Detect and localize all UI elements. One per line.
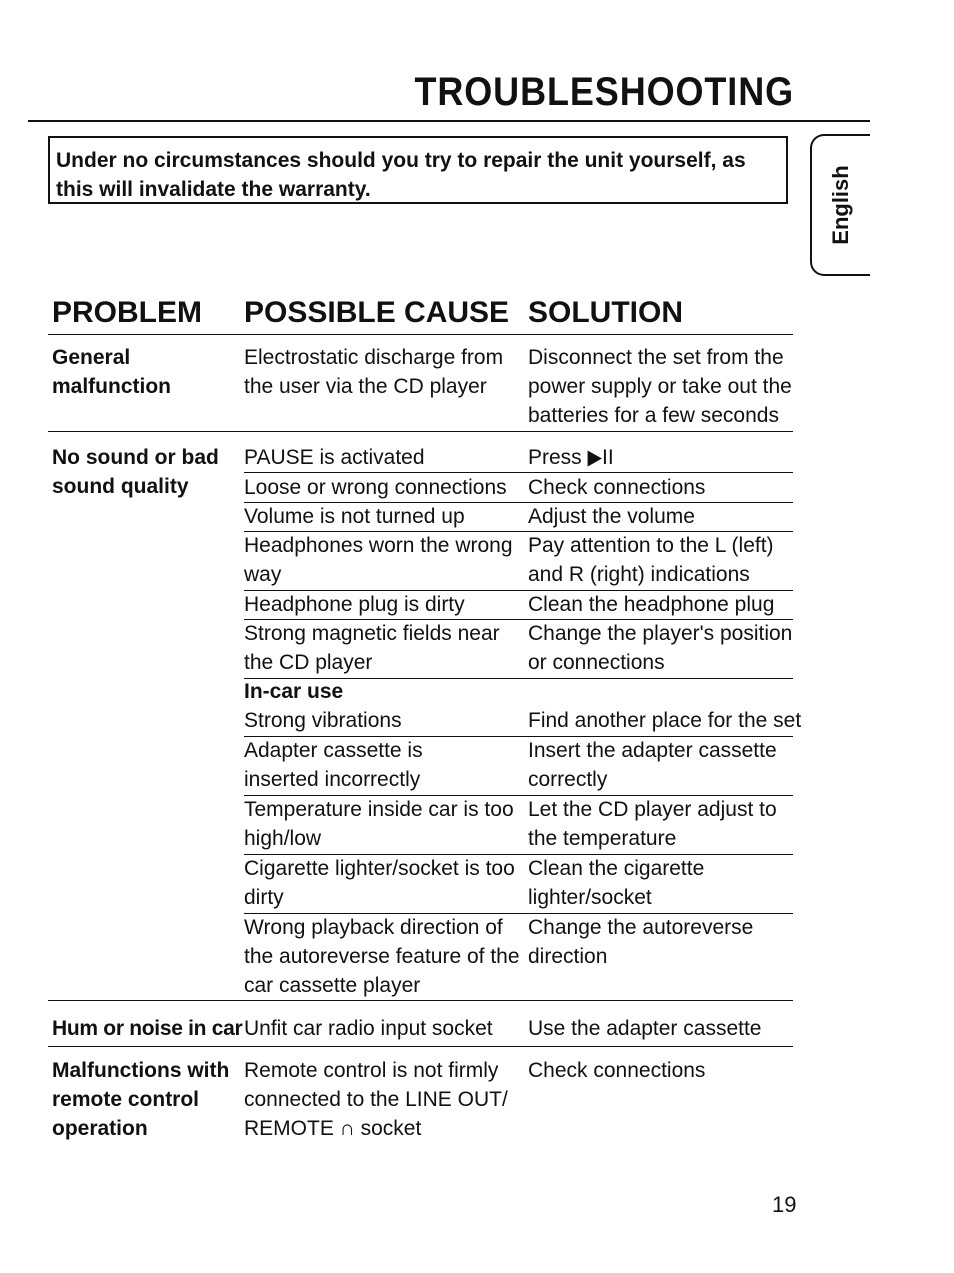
header-divider [48, 334, 793, 335]
cause-autoreverse-line2: the autoreverse feature of the [244, 945, 520, 968]
solution-temperature-line1: Let the CD player adjust to [528, 798, 777, 821]
cause-magnetic-line2: the CD player [244, 651, 373, 674]
cause-remote-line3: REMOTE ∩ socket [244, 1117, 422, 1140]
header-possible-cause: POSSIBLE CAUSE [244, 296, 510, 329]
solution-magnetic-line2: or connections [528, 651, 665, 674]
problem-general-line2: malfunction [52, 375, 171, 398]
cause-pause: PAUSE is activated [244, 446, 425, 469]
problem-nosound-line2: sound quality [52, 475, 189, 498]
solution-magnetic-line1: Change the player's position [528, 622, 793, 645]
cause-remote-line2: connected to the LINE OUT/ [244, 1088, 508, 1111]
solution-cigarette-line2: lighter/socket [528, 886, 652, 909]
page-number: 19 [772, 1192, 797, 1217]
solution-general-line3: batteries for a few seconds [528, 404, 779, 427]
page-title: TROUBLESHOOTING [414, 70, 794, 114]
warranty-warning-box: Under no circumstances should you try to repair the unit yourself, as this will invalidate the warranty. [48, 136, 788, 204]
cause-cigarette-line1: Cigarette lighter/socket is too [244, 857, 515, 880]
solution-check-connections: Check connections [528, 476, 706, 499]
solution-hum: Use the adapter cassette [528, 1017, 762, 1040]
problem-hum: Hum or noise in car [52, 1017, 243, 1040]
solution-clean-plug: Clean the headphone plug [528, 593, 775, 616]
solution-adapter-line2: correctly [528, 768, 608, 791]
cause-general-line2: the user via the CD player [244, 375, 487, 398]
language-tab-label: English [828, 165, 853, 245]
cause-autoreverse-line1: Wrong playback direction of [244, 916, 503, 939]
solution-adapter-line1: Insert the adapter cassette [528, 739, 777, 762]
solution-remote: Check connections [528, 1059, 706, 1082]
header-solution: SOLUTION [528, 296, 683, 329]
solution-headphones-line2: and R (right) indications [528, 563, 750, 586]
solution-general-line1: Disconnect the set from the [528, 346, 784, 369]
solution-temperature-line2: the temperature [528, 827, 677, 850]
cause-vibrations: Strong vibrations [244, 709, 402, 732]
solution-vibrations: Find another place for the set [528, 709, 802, 732]
solution-pause: Press ▶II [528, 446, 614, 469]
solution-headphones-line1: Pay attention to the L (left) [528, 534, 774, 557]
problem-nosound-line1: No sound or bad [52, 446, 219, 469]
solution-volume: Adjust the volume [528, 505, 695, 528]
row-divider [48, 1046, 793, 1047]
cause-hum: Unfit car radio input socket [244, 1017, 493, 1040]
incar-use-label: In-car use [244, 680, 344, 703]
cause-autoreverse-line3: car cassette player [244, 974, 421, 997]
solution-autoreverse-line2: direction [528, 945, 608, 968]
solution-cigarette-line1: Clean the cigarette [528, 857, 705, 880]
cause-headphones-line2: way [244, 563, 282, 586]
problem-remote-line3: operation [52, 1117, 148, 1140]
cause-loose-connections: Loose or wrong connections [244, 476, 507, 499]
cause-cigarette-line2: dirty [244, 886, 284, 909]
title-divider [28, 120, 870, 122]
cause-headphones-line1: Headphones worn the wrong [244, 534, 513, 557]
cause-plug-dirty: Headphone plug is dirty [244, 593, 465, 616]
cause-adapter-line1: Adapter cassette is [244, 739, 423, 762]
problem-remote-line2: remote control [52, 1088, 200, 1111]
row-divider [48, 431, 793, 432]
language-tab [810, 134, 870, 276]
row-divider [48, 1000, 793, 1001]
cause-temperature-line2: high/low [244, 827, 322, 850]
solution-general-line2: power supply or take out the [528, 375, 792, 398]
cause-general-line1: Electrostatic discharge from [244, 346, 504, 369]
cause-adapter-line2: inserted incorrectly [244, 768, 421, 791]
cause-temperature-line1: Temperature inside car is too [244, 798, 514, 821]
problem-general-line1: General [52, 346, 131, 369]
solution-autoreverse-line1: Change the autoreverse [528, 916, 754, 939]
problem-remote-line1: Malfunctions with [52, 1059, 230, 1082]
cause-remote-line1: Remote control is not firmly [244, 1059, 499, 1082]
cause-magnetic-line1: Strong magnetic fields near [244, 622, 500, 645]
cause-volume: Volume is not turned up [244, 505, 465, 528]
header-problem: PROBLEM [52, 296, 202, 329]
